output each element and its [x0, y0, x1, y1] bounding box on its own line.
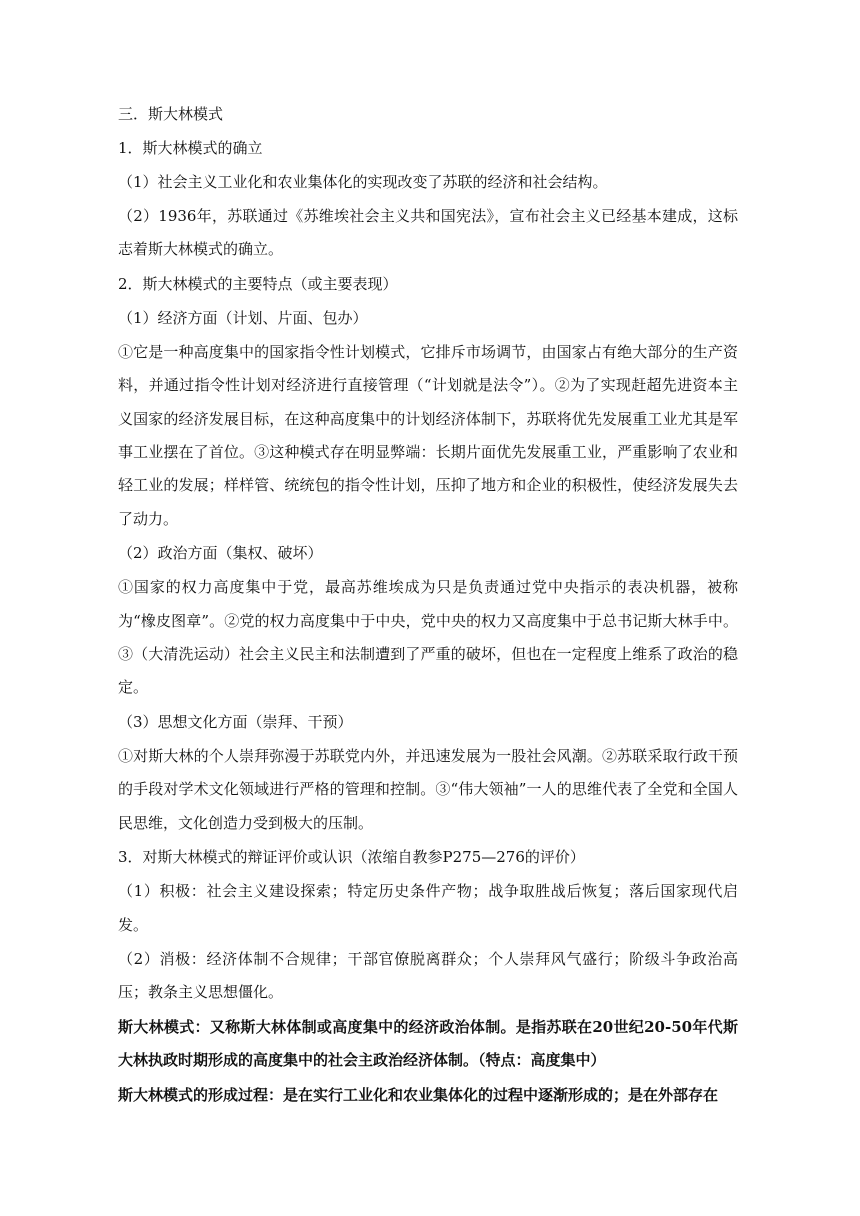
section-heading: 三．斯大林模式	[118, 105, 224, 123]
politics-body: ①国家的权力高度集中于党，最高苏维埃成为只是负责通过党中央指示的表决机器，被称为“橡皮图章”。②党的权力高度集中于中央，党中央的权力又高度集中于总书记斯大林手中。③（大清洗运动）社会主义民主和法制遭到了严重的破坏，但也在一定程度上维系了政治的稳定。	[118, 578, 738, 697]
economy-body: ①它是一种高度集中的国家指令性计划模式，它排斥市场调节，由国家占有绝大部分的生产资料，并通过指令性计划对经济进行直接管理（“计划就是法令”）。②为了实现赶超先进资本主义国家的经济发展目标，在这种高度集中的计划经济体制下，苏联将优先发展重工业尤其是军事工业摆在了首位。③这种模式存在明显弊端：长期片面优先发展重工业，严重影响了农业和轻工业的发展；样样管、统统包的指令性计划，压抑了地方和企业的积极性，使经济发展失去了动力。	[118, 342, 738, 528]
formation-term: 斯大林模式的形成过程：	[118, 1085, 284, 1104]
culture-title: （3）思想文化方面（崇拜、干预）	[118, 712, 353, 731]
formation-paragraph	[118, 1079, 738, 1112]
subheading-2: 2．斯大林模式的主要特点（或主要表现）	[118, 274, 398, 293]
formation-text: 是在实行工业化和农业集体化的过程中逐渐形成的；是在外部存在	[283, 1085, 719, 1104]
paragraph-1-1: （1）社会主义工业化和农业集体化的实现改变了苏联的经济和社会结构。	[118, 173, 608, 191]
definition-paragraph	[118, 1011, 738, 1078]
definition-term: 斯大林模式：	[118, 1017, 210, 1036]
subheading-3: 3．对斯大林模式的辩证评价或认识（浓缩自教参P275—276的评价）	[118, 848, 585, 867]
politics-title: （2）政治方面（集权、破坏）	[118, 544, 323, 563]
culture-body: ①对斯大林的个人崇拜弥漫于苏联党内外，并迅速发展为一股社会风潮。②苏联采取行政干预的手段对学术文化领域进行严格的管理和控制。③“伟大领袖”一人的思维代表了全党和全国人民思维，文化创造力受到极大的压制。	[118, 746, 738, 832]
evaluation-negative: （2）消极：经济体制不合规律；干部官僚脱离群众；个人崇拜风气盛行；阶级斗争政治高压；教条主义思想僵化。	[118, 949, 738, 1002]
paragraph-1-2: （2）1936年，苏联通过《苏维埃社会主义共和国宪法》，宣布社会主义已经基本建成，这标志着斯大林模式的确立。	[118, 207, 738, 259]
definition-text: 又称斯大林体制或高度集中的经济政治体制。是指苏联在20世纪20-50年代斯大林执政时期形成的高度集中的社会主政治经济体制。（特点：高度集中）	[118, 1017, 738, 1070]
evaluation-positive: （1）积极：社会主义建设探索；特定历史条件产物；战争取胜战后恢复；落后国家现代启发。	[118, 882, 738, 934]
economy-title: （1）经济方面（计划、片面、包办）	[118, 308, 368, 327]
subheading-1: 1．斯大林模式的确立	[118, 139, 263, 157]
document-body	[118, 104, 738, 1119]
